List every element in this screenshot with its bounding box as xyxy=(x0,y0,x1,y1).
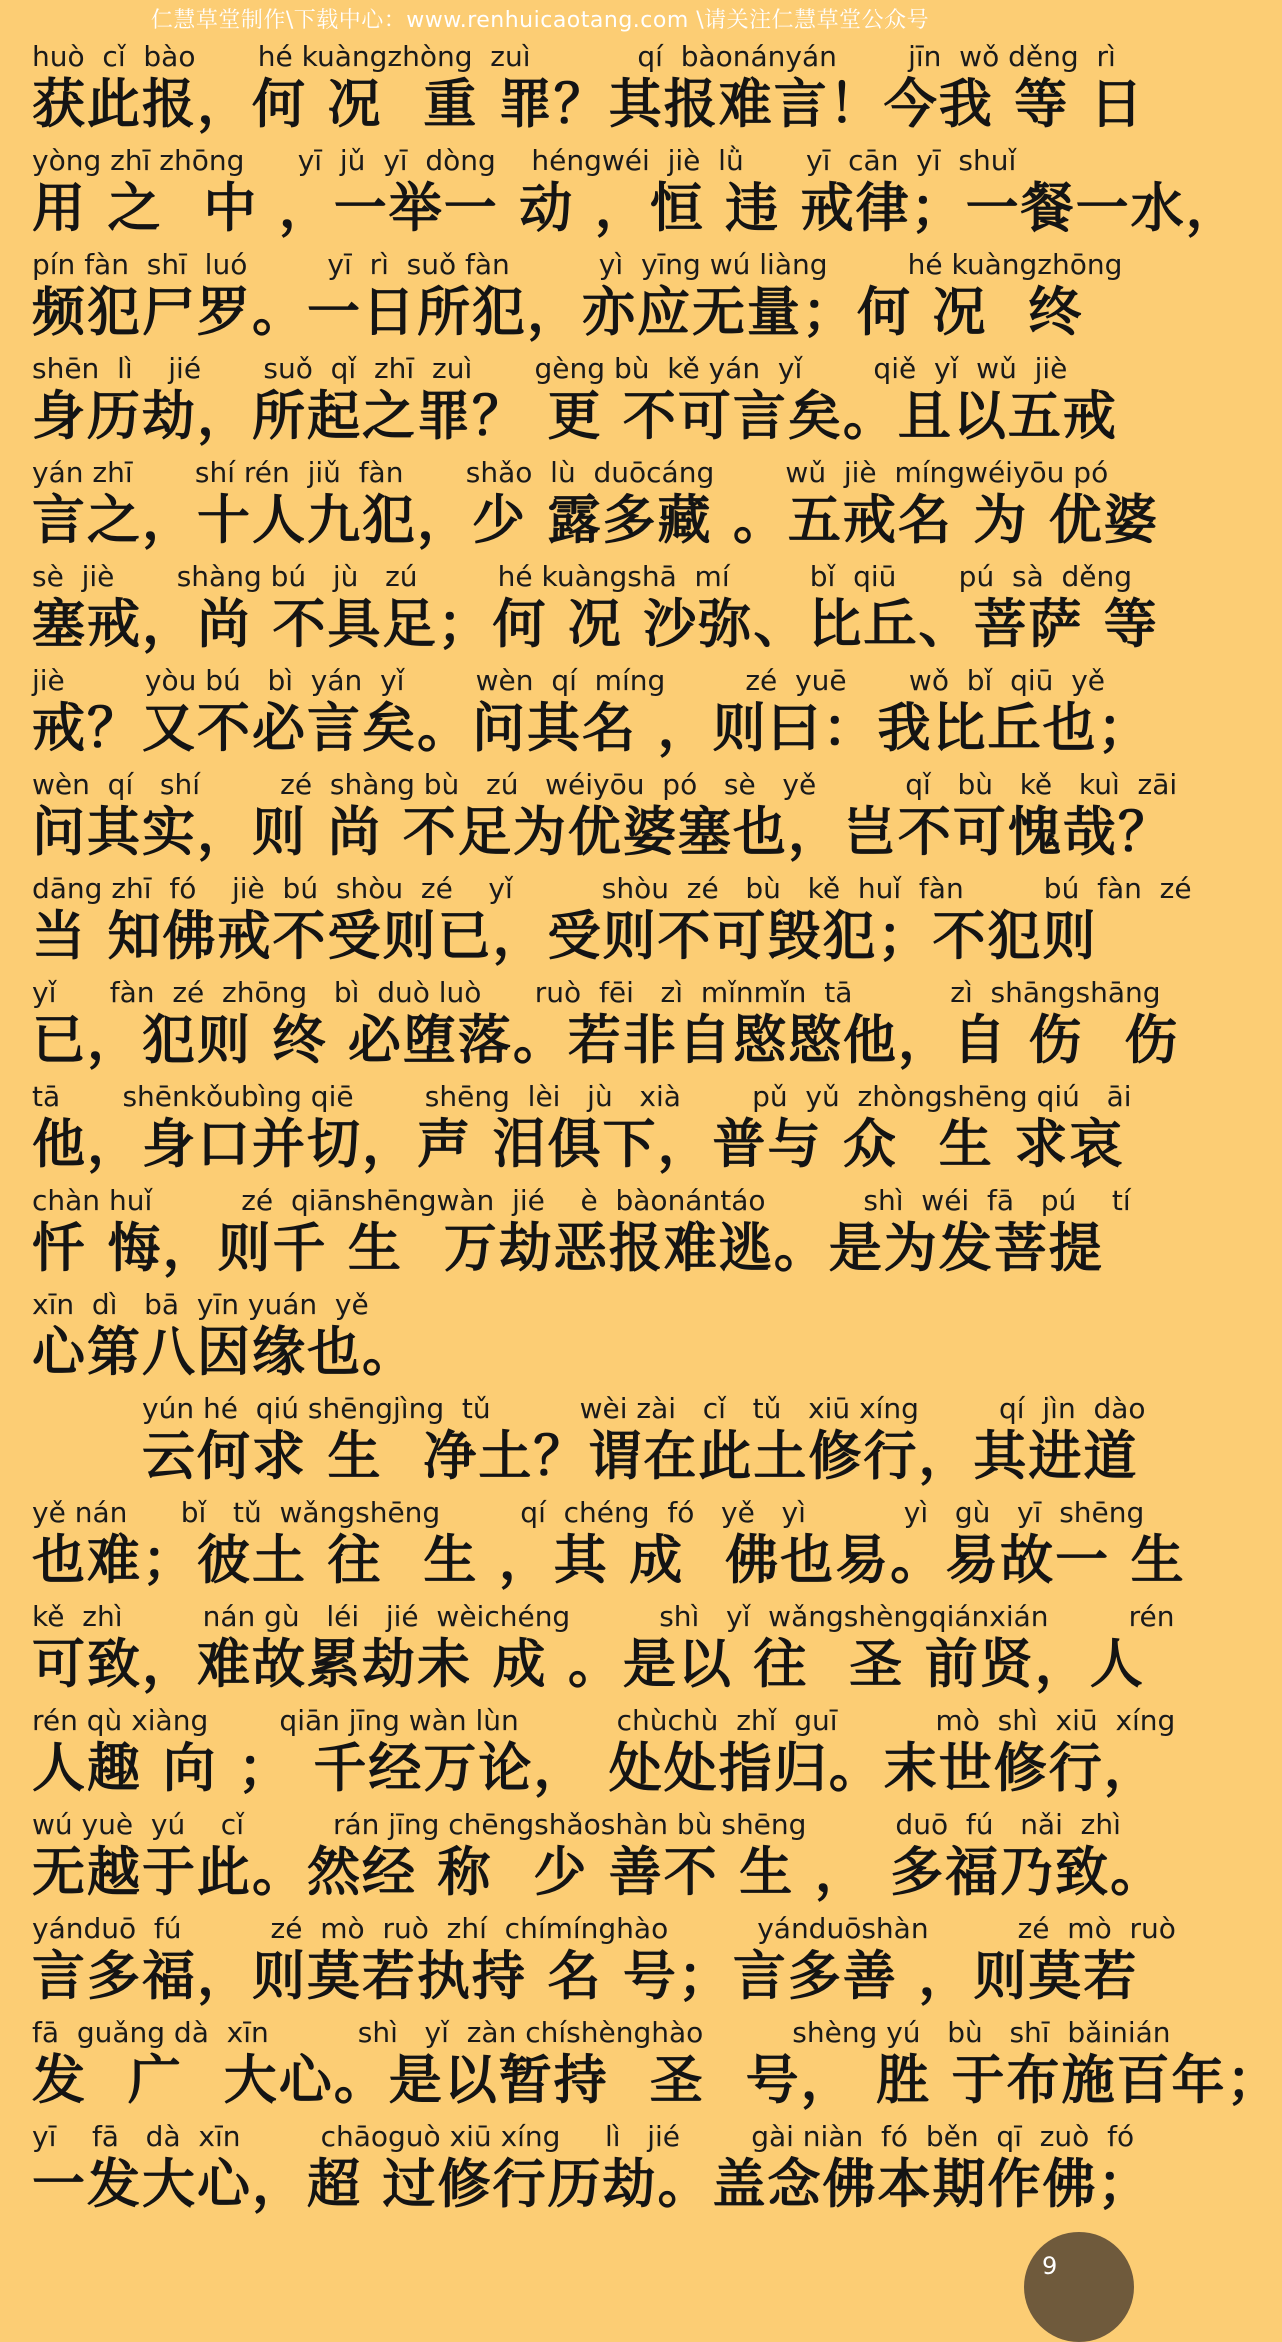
hanzi-row: 戒？又不必言矣。问其名 ，则曰：我比丘也； xyxy=(32,698,1153,759)
hanzi-row: 问其实，则 尚 不足为优婆塞也，岂不可愧哉？ xyxy=(32,802,1173,863)
pinyin-row: wú yuè yú cǐ rán jīng chēngshǎoshàn bù shēng duō fú nǎi zhì xyxy=(32,1808,1121,1841)
pinyin-row: pín fàn shī luó yī rì suǒ fàn yì yīng wú liàng hé kuàngzhōng xyxy=(32,248,1123,281)
text-line xyxy=(32,1600,1175,1704)
page-number-badge xyxy=(1024,2232,1134,2342)
hanzi-row: 发 广 大心。是以暂持 圣 号， 胜 于布施百年； xyxy=(32,2050,1282,2111)
hanzi-row: 一发大心，超 过修行历劫。盖念佛本期作佛； xyxy=(32,2154,1153,2215)
header-watermark: 仁慧草堂制作\下载中心：www.renhuicaotang.com \请关注仁慧草堂公众号 xyxy=(150,8,930,33)
hanzi-row: 无越于此。然经 称 少 善不 生 ， 多福乃致。 xyxy=(32,1842,1166,1903)
hanzi-row: 人趣 向 ； 千经万论， 处处指归。末世修行， xyxy=(32,1738,1159,1799)
pinyin-row: shēn lì jié suǒ qǐ zhī zuì gèng bù kě yán yǐ qiě yǐ wǔ jiè xyxy=(32,352,1068,385)
pinyin-row: sè jiè shàng bú jù zú hé kuàngshā mí bǐ qiū pú sà děng xyxy=(32,560,1133,593)
hanzi-row: 言之，十人九犯，少 露多藏 。五戒名 为 优婆 xyxy=(32,490,1159,551)
text-line xyxy=(32,1184,1131,1288)
hanzi-row: 塞戒，尚 不具足；何 况 沙弥、比丘、菩萨 等 xyxy=(32,594,1159,655)
hanzi-row: 也难；彼土 往 生 ，其 成 佛也易。易故一 生 xyxy=(32,1530,1186,1591)
hanzi-row: 言多福，则莫若执持 名 号；言多善 ，则莫若 xyxy=(32,1946,1139,2007)
pinyin-row: chàn huǐ zé qiānshēngwàn jié è bàonántáo shì wéi fā pú tí xyxy=(32,1184,1131,1217)
text-line xyxy=(32,976,1180,1080)
text-line xyxy=(32,1080,1132,1184)
hanzi-row: 用 之 中 ，一举一 动 ，恒 违 戒律；一餐一水， xyxy=(32,178,1241,239)
pinyin-row: dāng zhī fó jiè bú shòu zé yǐ shòu zé bù kě huǐ fàn bú fàn zé xyxy=(32,872,1192,905)
hanzi-row: 他，身口并切，声 泪俱下，普与 众 生 求哀 xyxy=(32,1114,1125,1175)
text-line xyxy=(32,872,1192,976)
text-line-paragraph-start xyxy=(32,1392,1146,1496)
hanzi-row: 可致，难故累劫未 成 。是以 往 圣 前贤，人 xyxy=(32,1634,1145,1695)
hanzi-row: 获此报，何 况 重 罪？其报难言！今我 等 日 xyxy=(32,74,1145,135)
pinyin-row: tā shēnkǒubìng qiē shēng lèi jù xià pǔ yǔ zhòngshēng qiú āi xyxy=(32,1080,1132,1113)
hanzi-row: 已，犯则 终 必堕落。若非自愍愍他，自 伤 伤 xyxy=(32,1010,1180,1071)
text-line xyxy=(32,1912,1176,2016)
text-line xyxy=(32,1496,1186,1600)
pinyin-row: yòng zhī zhōng yī jǔ yī dòng héngwéi jiè lǜ yī cān yī shuǐ xyxy=(32,144,1017,177)
hanzi-row: 心第八因缘也。 xyxy=(32,1322,417,1383)
hanzi-row: 当 知佛戒不受则已，受则不可毁犯；不犯则 xyxy=(32,906,1098,967)
pinyin-row: yě nán bǐ tǔ wǎngshēng qí chéng fó yě yì yì gù yī shēng xyxy=(32,1496,1145,1529)
pinyin-row: yún hé qiú shēngjìng tǔ wèi zài cǐ tǔ xiū xíng qí jìn dào xyxy=(142,1392,1146,1425)
text-line xyxy=(32,40,1145,144)
text-line xyxy=(32,456,1159,560)
document-body xyxy=(32,40,1282,2224)
pinyin-row: yán zhī shí rén jiǔ fàn shǎo lù duōcáng wǔ jiè míngwéiyōu pó xyxy=(32,456,1109,489)
text-line xyxy=(32,1704,1176,1808)
pinyin-row: xīn dì bā yīn yuán yě xyxy=(32,1288,369,1321)
pinyin-row: fā guǎng dà xīn shì yǐ zàn chíshènghào shèng yú bù shī bǎinián xyxy=(32,2016,1171,2049)
text-line xyxy=(32,768,1178,872)
pinyin-row: yánduō fú zé mò ruò zhí chímínghào yánduōshàn zé mò ruò xyxy=(32,1912,1176,1945)
text-line xyxy=(32,664,1153,768)
text-line xyxy=(32,144,1241,248)
text-line xyxy=(32,1808,1166,1912)
pinyin-row: wèn qí shí zé shàng bù zú wéiyōu pó sè yě qǐ bù kě kuì zāi xyxy=(32,768,1178,801)
pinyin-row: jiè yòu bú bì yán yǐ wèn qí míng zé yuē wǒ bǐ qiū yě xyxy=(32,664,1105,697)
text-line xyxy=(32,248,1123,352)
hanzi-row: 频犯尸罗。一日所犯，亦应无量；何 况 终 xyxy=(32,282,1084,343)
pinyin-row: kě zhì nán gù léi jié wèichéng shì yǐ wǎngshèngqiánxián rén xyxy=(32,1600,1175,1633)
text-line xyxy=(32,352,1118,456)
pinyin-row: yǐ fàn zé zhōng bì duò luò ruò fēi zì mǐnmǐn tā zì shāngshāng xyxy=(32,976,1161,1009)
hanzi-row: 身历劫，所起之罪？ 更 不可言矣。且以五戒 xyxy=(32,386,1118,447)
pinyin-row: rén qù xiàng qiān jīng wàn lùn chùchù zhǐ guī mò shì xiū xíng xyxy=(32,1704,1176,1737)
hanzi-row: 忏 悔，则千 生 万劫恶报难逃。是为发菩提 xyxy=(32,1218,1104,1279)
text-line xyxy=(32,1288,1072,1392)
text-line xyxy=(32,2016,1282,2120)
pinyin-row: yī fā dà xīn chāoguò xiū xíng lì jié gài niàn fó běn qī zuò fó xyxy=(32,2120,1135,2153)
text-line xyxy=(32,560,1159,664)
hanzi-row: 云何求 生 净土？谓在此土修行，其进道 xyxy=(142,1426,1139,1487)
page-number: 9 xyxy=(1042,2252,1058,2280)
pinyin-row: huò cǐ bào hé kuàngzhòng zuì qí bàonányán jīn wǒ děng rì xyxy=(32,40,1116,73)
text-line xyxy=(32,2120,1153,2224)
